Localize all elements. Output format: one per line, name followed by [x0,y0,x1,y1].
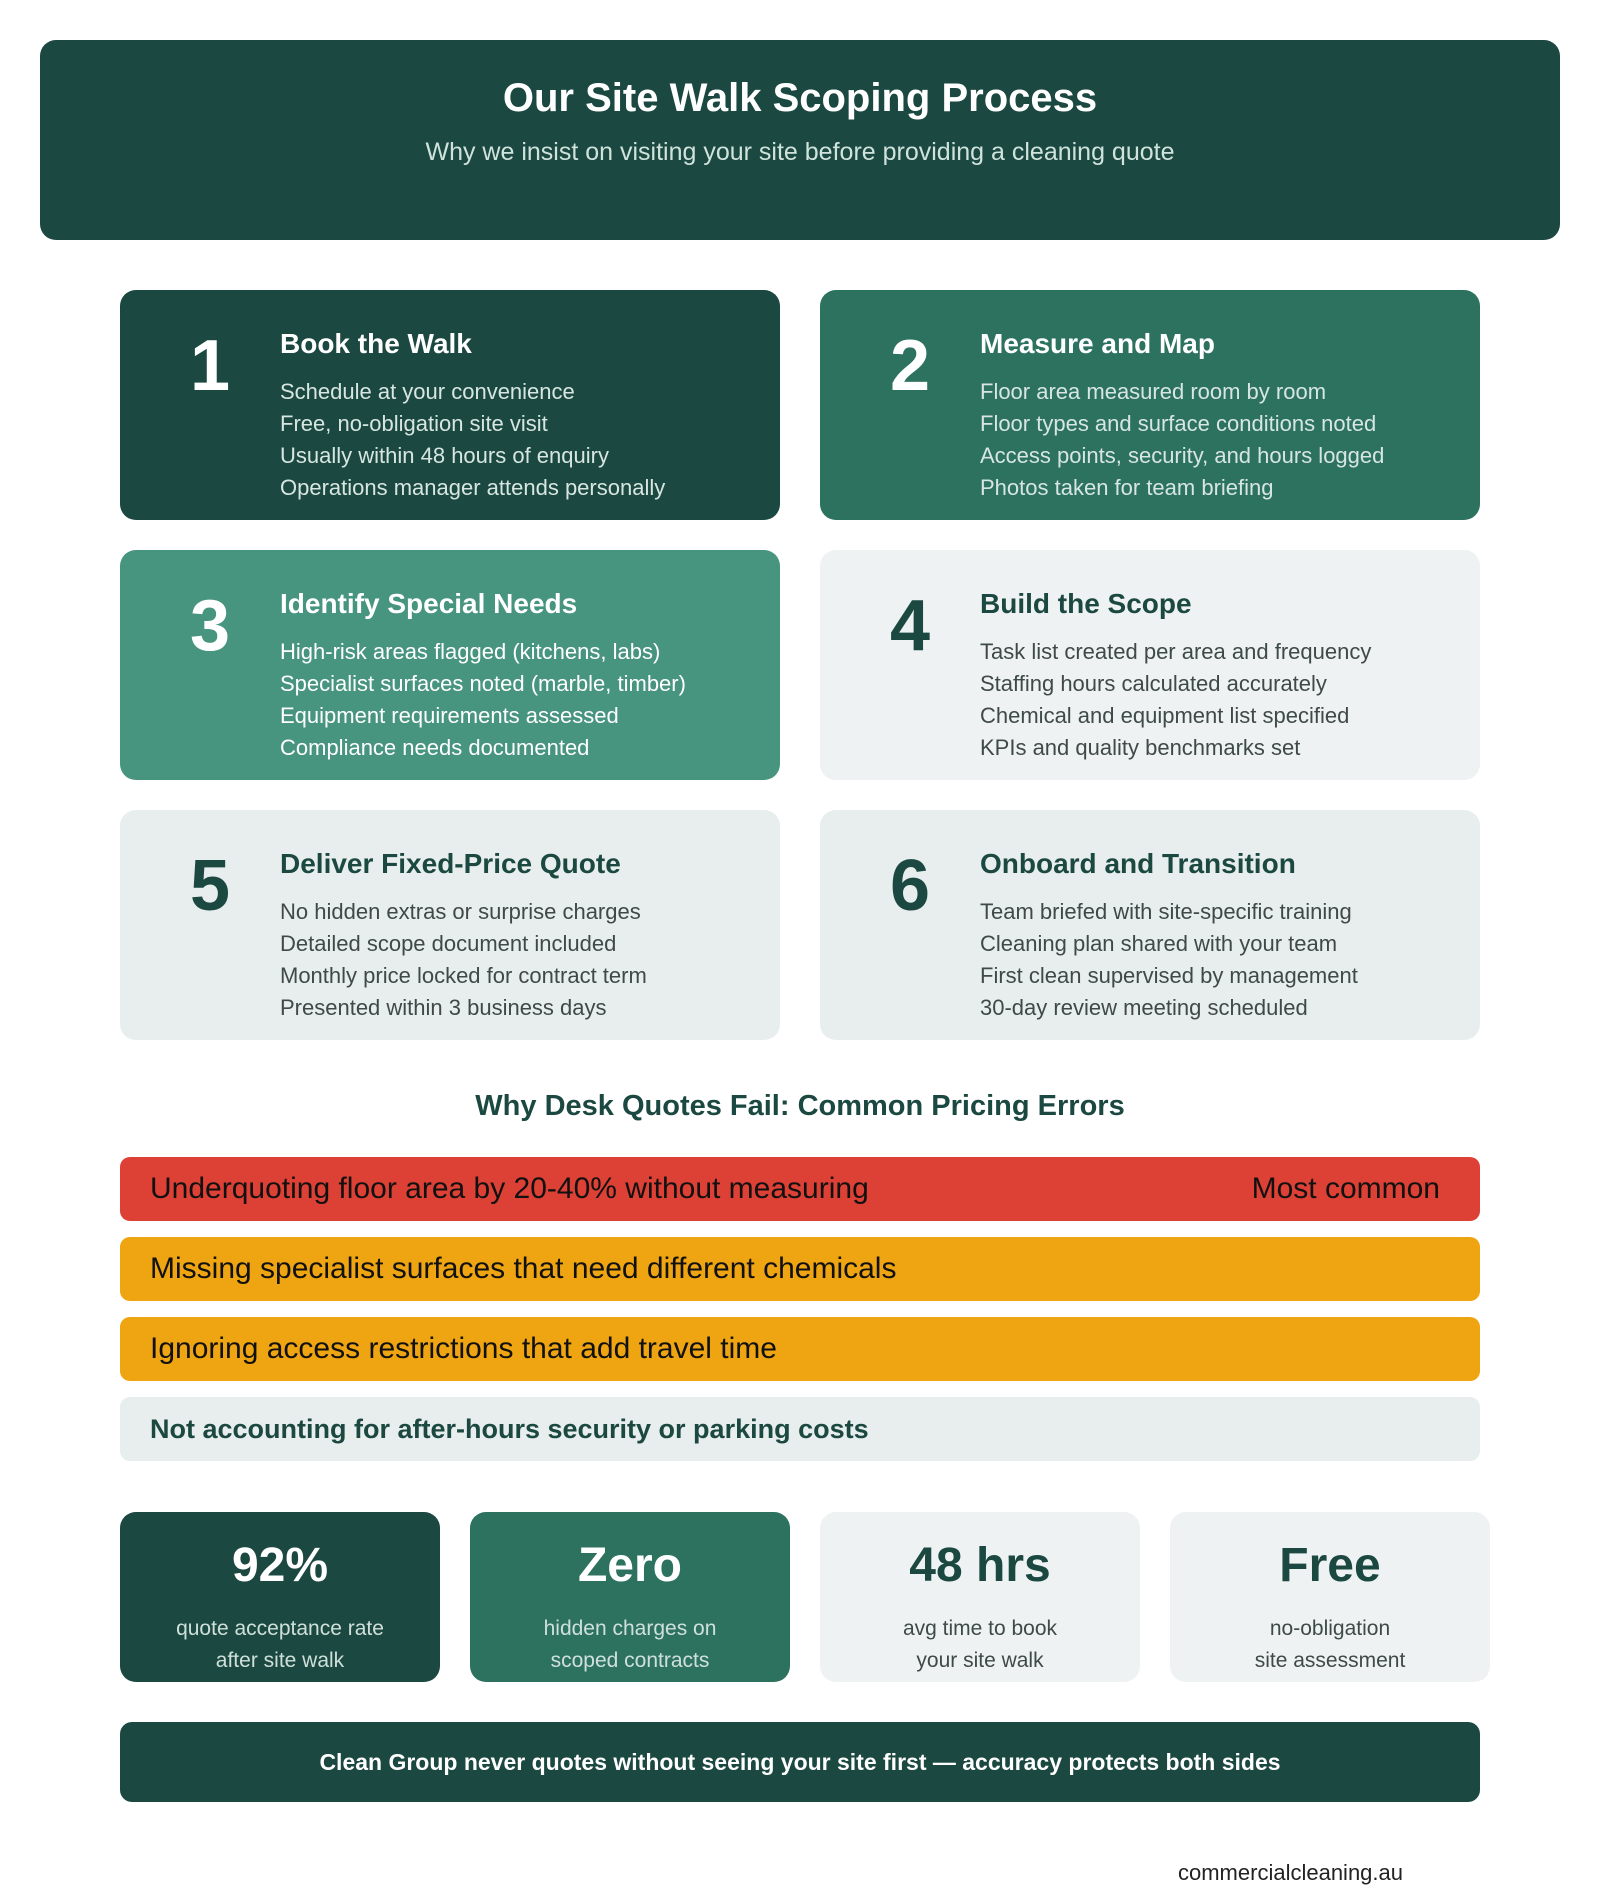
step-number: 1 [190,326,231,406]
step-point: Specialist surfaces noted (marble, timber) [280,671,686,696]
stat-value: Free [1279,1539,1381,1592]
step-title: Deliver Fixed-Price Quote [280,848,621,879]
stat-label [820,1613,1140,1677]
page-subtitle: Why we insist on visiting your site before providing a cleaning quote [425,138,1175,166]
pricing-errors-list [120,1157,1480,1477]
step-body [980,848,1450,1024]
stat-card-booking-time [820,1512,1140,1682]
step-title: Measure and Map [980,328,1215,359]
stat-label [120,1613,440,1677]
step-point: Cleaning plan shared with your team [980,931,1338,956]
step-title: Build the Scope [980,588,1192,619]
error-text: Not accounting for after-hours security or parking costs [150,1413,869,1444]
stat-label-line: your site walk [916,1648,1044,1672]
step-point: Staffing hours calculated accurately [980,671,1327,696]
stat-value: 92% [231,1539,329,1592]
footer-banner: Clean Group never quotes without seeing your site first — accuracy protects both sides [120,1722,1480,1802]
step-body [980,328,1450,504]
step-point: No hidden extras or surprise charges [280,899,641,924]
stat-card-hidden-charges [470,1512,790,1682]
stat-card-acceptance [120,1512,440,1682]
error-bar-floor-area [120,1157,1480,1221]
step-number: 3 [190,586,231,666]
step-point: Photos taken for team briefing [980,475,1274,500]
stat-label-line: scoped contracts [550,1648,710,1672]
step-card-1 [120,290,780,520]
step-points [980,896,1450,1024]
step-point: Floor types and surface conditions noted [980,411,1377,436]
step-number: 5 [190,846,231,926]
step-point: Equipment requirements assessed [280,703,619,728]
step-body [280,848,750,1024]
page-title: Our Site Walk Scoping Process [502,76,1098,120]
step-point: Access points, security, and hours logged [980,443,1385,468]
step-point: Presented within 3 business days [280,995,607,1020]
error-bar-after-hours [120,1397,1480,1461]
error-bar-access-restrictions [120,1317,1480,1381]
step-point: First clean supervised by management [980,963,1358,988]
process-steps [120,290,1480,1040]
step-point: High-risk areas flagged (kitchens, labs) [280,639,661,664]
step-point: Detailed scope document included [280,931,617,956]
step-title: Book the Walk [280,328,472,359]
stat-label-line: after site walk [215,1648,345,1672]
stat-label [470,1613,790,1677]
step-number: 6 [890,846,931,926]
stat-label-line: avg time to book [902,1616,1058,1640]
stat-label-line: no-obligation [1269,1616,1391,1640]
stat-label-line: site assessment [1254,1648,1406,1672]
error-bar-specialist-surfaces [120,1237,1480,1301]
error-tag: Most common [1251,1172,1440,1205]
stat-label [1170,1613,1490,1677]
step-title: Onboard and Transition [980,848,1296,879]
step-point: Team briefed with site-specific training [980,899,1352,924]
step-point: Usually within 48 hours of enquiry [280,443,609,468]
stats-row [120,1512,1480,1682]
step-card-3 [120,550,780,780]
step-point: KPIs and quality benchmarks set [980,735,1301,760]
stat-value: Zero [577,1539,682,1592]
stat-label-line: quote acceptance rate [176,1616,384,1640]
step-points [280,376,750,504]
step-number: 4 [890,586,931,666]
step-number: 2 [890,326,931,406]
step-point: Free, no-obligation site visit [280,411,548,436]
stat-value: 48 hrs [909,1539,1051,1592]
step-body [280,328,750,504]
error-text: Ignoring access restrictions that add travel time [150,1332,777,1365]
stat-card-free-assessment [1170,1512,1490,1682]
step-card-2 [820,290,1480,520]
step-point: Monthly price locked for contract term [280,963,647,988]
step-card-4 [820,550,1480,780]
step-point: Task list created per area and frequency [980,639,1372,664]
step-point: Floor area measured room by room [980,379,1327,404]
stat-label-line: hidden charges on [543,1616,717,1640]
step-card-6 [820,810,1480,1040]
step-point: Operations manager attends personally [280,475,666,500]
step-title: Identify Special Needs [280,588,578,619]
step-body [280,588,750,764]
step-points [280,636,750,764]
site-url: commercialcleaning.au [1178,1860,1403,1885]
error-text: Missing specialist surfaces that need different chemicals [150,1252,897,1285]
header-banner [40,40,1560,240]
step-points [980,636,1450,764]
step-point: 30-day review meeting scheduled [980,995,1308,1020]
step-point: Chemical and equipment list specified [980,703,1350,728]
errors-heading: Why Desk Quotes Fail: Common Pricing Errors [475,1090,1125,1122]
step-points [280,896,750,1024]
step-points [980,376,1450,504]
step-card-5 [120,810,780,1040]
step-body [980,588,1450,764]
step-point: Schedule at your convenience [280,379,575,404]
error-text: Underquoting floor area by 20-40% without measuring [150,1172,869,1205]
step-point: Compliance needs documented [280,735,590,760]
